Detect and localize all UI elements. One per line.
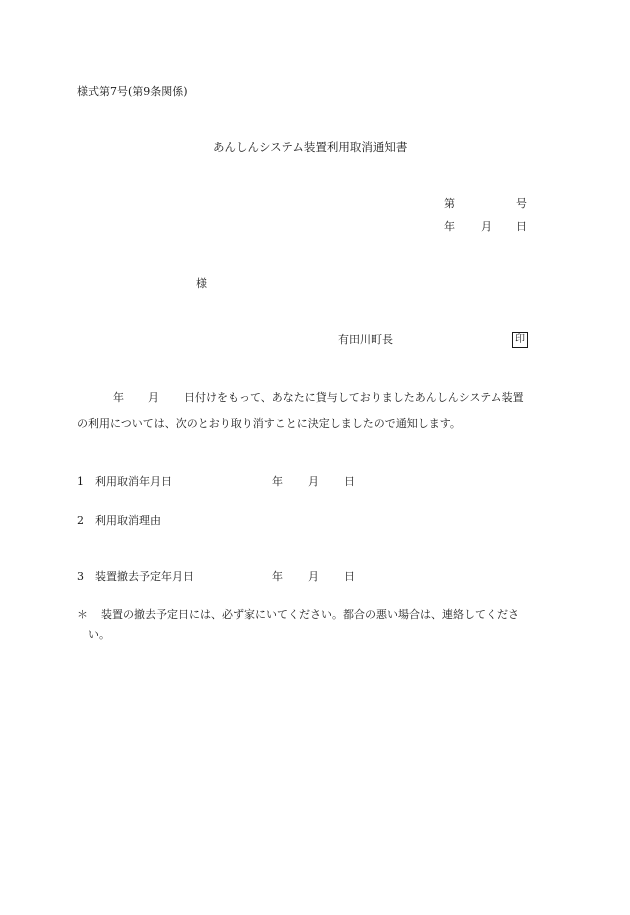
note-asterisk: ＊ (77, 608, 88, 621)
item-cancel-date-label: 1 利用取消年月日 (77, 475, 172, 488)
item-cancel-date-year: 年 (272, 475, 283, 488)
seal-mark: 印 (512, 332, 528, 348)
recipient-honorific: 様 (196, 277, 207, 290)
item-cancel-date-day: 日 (344, 475, 355, 488)
form-number: 様式第7号(第9条関係) (77, 85, 188, 98)
item-cancel-reason-label: 2 利用取消理由 (77, 514, 161, 527)
item-removal-date-month: 月 (308, 570, 319, 583)
item-removal-date-label: 3 装置撤去予定年月日 (77, 570, 194, 583)
document-number-label: 第 (444, 197, 455, 210)
item-removal-date-year: 年 (272, 570, 283, 583)
note-line-1: 装置の撤去予定日には、必ず家にいてください。都合の悪い場合は、連絡してくださ (101, 608, 519, 621)
note-line-2: い。 (88, 628, 110, 641)
issue-date-year: 年 (444, 220, 455, 233)
body-text-line-2: の利用については、次のとおり取り消すことに決定しましたので通知します。 (77, 417, 461, 430)
body-year: 年 (113, 391, 124, 404)
issue-date-day: 日 (516, 220, 527, 233)
document-title: あんしんシステム装置利用取消通知書 (213, 140, 408, 154)
issue-date-month: 月 (481, 220, 492, 233)
body-text-line-1: 日付けをもって、あなたに貸与しておりましたあんしんシステム装置 (184, 391, 524, 404)
item-cancel-date-month: 月 (308, 475, 319, 488)
issuer-name: 有田川町長 (338, 333, 393, 346)
body-month: 月 (148, 391, 159, 404)
item-removal-date-day: 日 (344, 570, 355, 583)
document-number-suffix: 号 (516, 197, 527, 210)
